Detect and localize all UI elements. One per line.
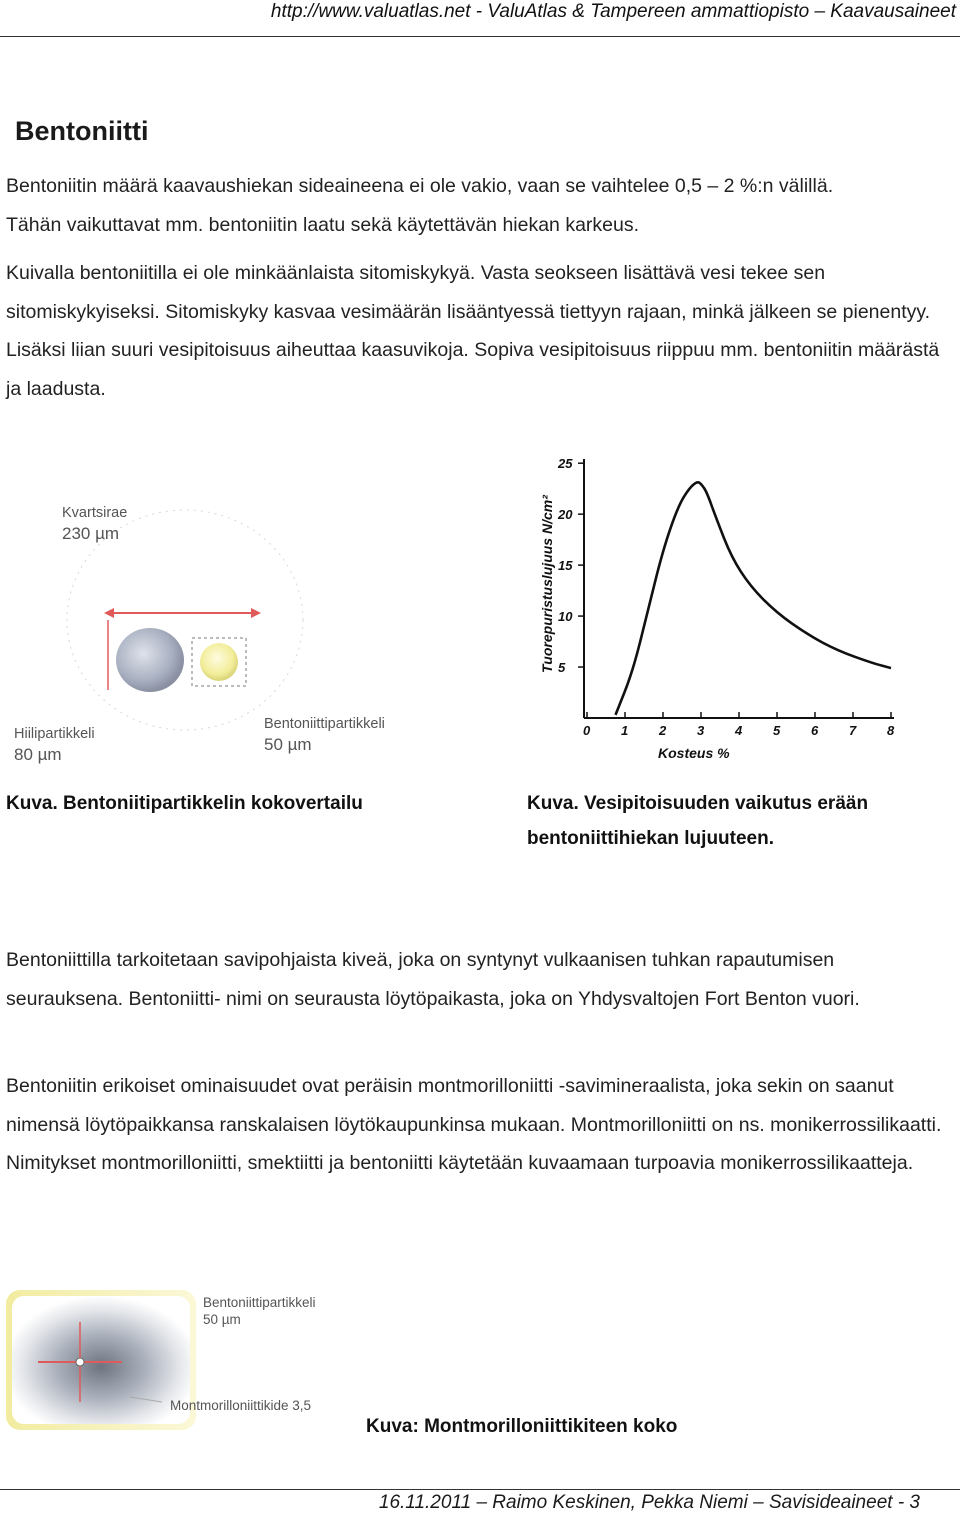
- x-tick-label: 7: [849, 723, 857, 738]
- bentonite-particle: [200, 643, 238, 681]
- particle-size-figure: [0, 490, 420, 775]
- page-title: Bentoniitti: [15, 116, 149, 146]
- x-tick-label: 1: [621, 723, 629, 738]
- figure-3-caption: Kuva: Montmorilloniittikiteen koko: [366, 1416, 678, 1437]
- coal-label-size: 80 µm: [14, 745, 62, 764]
- page-header: [0, 0, 960, 37]
- x-tick-label: 6: [811, 723, 819, 738]
- footer-divider: [0, 1489, 960, 1490]
- paragraph-2: Kuivalla bentoniitilla ei ole minkäänlaista sitomiskykyä. Vasta seokseen lisättävä vesi tekee sen sitomiskykyiseksi. Sitomiskyky kasvaa vesimäärän lisääntyessä tiettyyn rajaan, minkä jälkeen se pienentyy. Lisäksi liian suuri vesipitoisuus aiheuttaa kaasuvikoja. Sopiva vesipitoisuus riippuu mm. bentoniitin määrästä ja laadusta.: [6, 262, 940, 400]
- paragraph-1-line-1: Bentoniitin määrä kaavaushiekan sideaineena ei ole vakio, vaan se vaihtelee 0,5 – 2 %:n välillä.: [6, 175, 834, 197]
- x-tick-label: 4: [735, 723, 743, 738]
- paragraph-1: [6, 167, 946, 244]
- arrow-right-head: [251, 608, 261, 618]
- x-tick-label: 2: [659, 723, 667, 738]
- montmorillonite-figure: [0, 1282, 345, 1432]
- coal-particle: [116, 628, 184, 692]
- y-tick-label: 10: [558, 609, 573, 625]
- paragraph-1-line-2: Tähän vaikuttavat mm. bentoniitin laatu sekä käytettävän hiekan karkeus.: [6, 213, 640, 236]
- paragraph-4: Bentoniitin erikoiset ominaisuudet ovat peräisin montmorilloniitti -savimineraalista, joka sekin on saanut nimensä löytöpaikkansa ranskalaisen löytökaupunkinsa mukaan. Montmorilloniitti on ns. monikerrossilikaatti. Nimitykset montmorilloniitti, smektiitti ja bentoniitti käytetään kuvaamaan turpoavia monikerrossilikaatteja.: [6, 1075, 942, 1174]
- bentonite-label-size-2: 50 µm: [203, 1312, 241, 1327]
- quartz-label-name: Kvartsirae: [62, 505, 128, 521]
- figure-2-caption: [527, 786, 868, 856]
- moisture-strength-chart: [530, 448, 930, 773]
- figure-1-caption: Kuva. Bentoniitipartikkelin kokovertailu: [6, 793, 363, 814]
- x-tick-label: 0: [583, 723, 591, 738]
- strength-curve: [616, 482, 892, 715]
- x-tick-label: 8: [887, 723, 895, 738]
- chart-ticks: [557, 456, 895, 738]
- y-tick-label: 20: [558, 507, 573, 523]
- chart-y-label: Tuorepuristuslujuus N/cm²: [539, 495, 555, 673]
- y-tick-label: 15: [558, 558, 573, 574]
- figure-2-caption-line-2: bentoniittihiekan lujuuteen.: [527, 828, 774, 849]
- bentonite-particle-blur: [12, 1296, 190, 1424]
- chart-x-label: Kosteus %: [658, 745, 730, 761]
- montmorillonite-crystal: [76, 1358, 84, 1366]
- arrow-left-head: [104, 608, 114, 618]
- quartz-grain-outline: [67, 510, 303, 730]
- y-tick-label: 5: [558, 660, 566, 676]
- page-footer: 16.11.2011 – Raimo Keskinen, Pekka Niemi – Savisideaineet - 3: [378, 1492, 920, 1513]
- x-tick-label: 5: [773, 723, 781, 738]
- x-tick-label: 3: [697, 723, 705, 738]
- bentonite-label-size: 50 µm: [264, 735, 312, 754]
- quartz-label-size: 230 µm: [62, 524, 120, 543]
- paragraph-3: Bentoniittilla tarkoitetaan savipohjaista kiveä, joka on syntynyt vulkaanisen tuhkan rapautumisen seurauksena. Bentoniitti- nimi on seurausta löytöpaikasta, joka on Yhdysvaltojen Fort Benton vuori.: [6, 949, 860, 1010]
- bentonite-label-name-2: Bentoniittipartikkeli: [203, 1295, 316, 1310]
- header-url-text: http://www.valuatlas.net - ValuAtlas & Tampereen ammattiopisto – Kaavausaineet: [270, 1, 956, 22]
- y-tick-label: 25: [558, 456, 573, 472]
- figure-2-caption-line-1: Kuva. Vesipitoisuuden vaikutus erään: [527, 793, 869, 814]
- bentonite-label-name: Bentoniittipartikkeli: [264, 716, 385, 732]
- montmorillonite-label: Montmorilloniittikide 3,5: [170, 1398, 312, 1413]
- coal-label-name: Hiilipartikkeli: [14, 726, 95, 742]
